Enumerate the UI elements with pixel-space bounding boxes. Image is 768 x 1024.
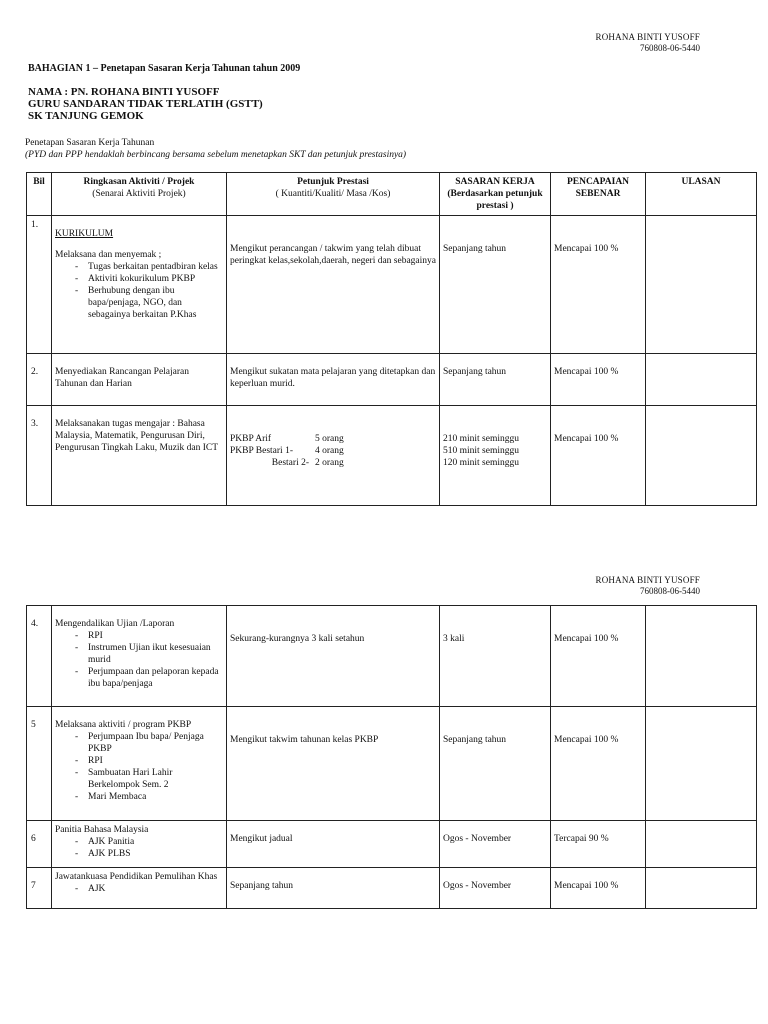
list-item: - AJK PLBS xyxy=(75,848,223,860)
row-petunjuk: Mengikut takwim tahunan kelas PKBP xyxy=(227,707,440,821)
petunjuk-line: Bestari 2- 2 orang xyxy=(271,458,344,468)
row-sasaran: Ogos - November xyxy=(440,821,551,868)
row-aktiviti: Mengendalikan Ujian /Laporan - RPI - Instrumen Ujian ikut kesesuaian murid - Perjumpaan dan pelaporan kepada ibu bapa/penjaga xyxy=(52,606,227,707)
row-petunjuk xyxy=(227,406,440,506)
row-ulasan xyxy=(646,354,757,406)
header-name: ROHANA BINTI YUSOFF xyxy=(595,575,700,585)
list-item: - RPI xyxy=(75,630,223,642)
petunjuk-line: PKBP Arif 5 orang xyxy=(230,434,344,444)
row-ulasan xyxy=(646,821,757,868)
row-bil: 3. xyxy=(27,406,52,506)
col-petunjuk-title: Petunjuk Prestasi xyxy=(297,177,369,187)
list-item: - RPI xyxy=(75,755,223,767)
section-title: BAHAGIAN 1 – Penetapan Sasaran Kerja Tahunan tahun 2009 xyxy=(28,63,301,74)
row-bil: 6 xyxy=(27,821,52,868)
row-item-list xyxy=(55,630,223,690)
row-pencapaian: Mencapai 100 % xyxy=(551,868,646,909)
person-block xyxy=(28,86,263,122)
skt-table-page1 xyxy=(26,172,757,506)
row-sasaran: Sepanjang tahun xyxy=(440,216,551,354)
row-petunjuk: Sepanjang tahun xyxy=(227,868,440,909)
row-aktiviti: Menyediakan Rancangan Pelajaran Tahunan dan Harian xyxy=(52,354,227,406)
table-row xyxy=(27,821,757,868)
list-item: - Instrumen Ujian ikut kesesuaian murid xyxy=(75,642,223,666)
list-item: - Tugas berkaitan pentadbiran kelas xyxy=(75,261,223,273)
row-heading: KURIKULUM xyxy=(55,229,114,239)
col-ringkasan xyxy=(52,173,227,216)
row-ulasan xyxy=(646,606,757,707)
col-ringkasan-title: Ringkasan Aktiviti / Projek xyxy=(83,177,195,187)
table-row xyxy=(27,606,757,707)
list-item: - AJK Panitia xyxy=(75,836,223,848)
page2-header-right xyxy=(596,575,700,597)
header-name: ROHANA BINTI YUSOFF xyxy=(595,32,700,42)
row-ulasan xyxy=(646,216,757,354)
row-sasaran: Sepanjang tahun xyxy=(440,707,551,821)
table-row xyxy=(27,354,757,406)
header-id: 760808-06-5440 xyxy=(640,586,700,596)
list-item: - Mari Membaca xyxy=(75,791,223,803)
list-item: - Perjumpaan dan pelaporan kepada ibu bapa/penjaga xyxy=(75,666,223,690)
row-item-list xyxy=(55,731,223,803)
person-nama: NAMA : PN. ROHANA BINTI YUSOFF xyxy=(28,86,220,98)
petunjuk-line: PKBP Bestari 1- 4 orang xyxy=(230,446,344,456)
col-petunjuk-sub: ( Kuantiti/Kualiti/ Masa /Kos) xyxy=(275,189,391,199)
row-item-list xyxy=(55,883,223,895)
table-row xyxy=(27,707,757,821)
table-row xyxy=(27,868,757,909)
table-row xyxy=(27,406,757,506)
row-sasaran xyxy=(440,406,551,506)
list-item: - Aktiviti kokurikulum PKBP xyxy=(75,273,223,285)
row-item-list xyxy=(55,836,223,860)
row-pencapaian: Tercapai 90 % xyxy=(551,821,646,868)
col-petunjuk xyxy=(227,173,440,216)
col-sasaran-title: SASARAN KERJA xyxy=(455,177,535,187)
row-aktiviti: Jawatankuasa Pendidikan Pemulihan Khas - AJK xyxy=(52,868,227,909)
row-pencapaian: Mencapai 100 % xyxy=(551,406,646,506)
row-intro: Melaksana dan menyemak ; xyxy=(55,250,162,260)
intro-note: (PYD dan PPP hendaklah berbincang bersama sebelum menetapkan SKT dan petunjuk prestasinya) xyxy=(25,150,407,160)
intro-line1: Penetapan Sasaran Kerja Tahunan xyxy=(25,138,155,148)
row-aktiviti xyxy=(52,216,227,354)
row-sasaran: Ogos - November xyxy=(440,868,551,909)
row-item-list xyxy=(55,261,223,321)
row-ulasan xyxy=(646,707,757,821)
skt-table-page2 xyxy=(26,605,757,909)
list-item: - Berhubung dengan ibu bapa/penjaga, NGO, dan sebagainya berkaitan P.Khas xyxy=(75,285,223,321)
row-pencapaian: Mencapai 100 % xyxy=(551,707,646,821)
row-pencapaian: Mencapai 100 % xyxy=(551,354,646,406)
row-bil: 7 xyxy=(27,868,52,909)
row-petunjuk: Mengikut sukatan mata pelajaran yang ditetapkan dan keperluan murid. xyxy=(227,354,440,406)
sasaran-line: 210 minit seminggu xyxy=(443,434,519,444)
col-pencapaian: PENCAPAIAN SEBENAR xyxy=(551,173,646,216)
col-ulasan: ULASAN xyxy=(646,173,757,216)
col-bil: Bil xyxy=(27,173,52,216)
row-bil: 1. xyxy=(27,216,52,354)
row-sasaran: Sepanjang tahun xyxy=(440,354,551,406)
header-id: 760808-06-5440 xyxy=(640,43,700,53)
list-item: - Perjumpaan Ibu bapa/ Penjaga PKBP xyxy=(75,731,223,755)
sasaran-line: 510 minit seminggu xyxy=(443,446,519,456)
row-bil: 4. xyxy=(27,606,52,707)
sasaran-line: 120 minit seminggu xyxy=(443,458,519,468)
row-bil: 5 xyxy=(27,707,52,821)
row-ulasan xyxy=(646,406,757,506)
row-aktiviti: Melaksanakan tugas mengajar : Bahasa Malaysia, Matematik, Pengurusan Diri, Pengurusan Tingkah Laku, Muzik dan ICT xyxy=(52,406,227,506)
row-sasaran: 3 kali xyxy=(440,606,551,707)
row-aktiviti: Panitia Bahasa Malaysia - AJK Panitia - AJK PLBS xyxy=(52,821,227,868)
row-pencapaian: Mencapai 100 % xyxy=(551,606,646,707)
row-bil: 2. xyxy=(27,354,52,406)
intro-text xyxy=(25,137,406,161)
list-item: - AJK xyxy=(75,883,223,895)
col-sasaran xyxy=(440,173,551,216)
table-header-row xyxy=(27,173,757,216)
row-petunjuk: Mengikut jadual xyxy=(227,821,440,868)
person-sekolah: SK TANJUNG GEMOK xyxy=(28,110,144,122)
page-header-right xyxy=(596,32,700,54)
table-row xyxy=(27,216,757,354)
person-jawatan: GURU SANDARAN TIDAK TERLATIH (GSTT) xyxy=(28,98,263,110)
col-ringkasan-sub: (Senarai Aktiviti Projek) xyxy=(92,189,186,199)
row-aktiviti: Melaksana aktiviti / program PKBP - Perjumpaan Ibu bapa/ Penjaga PKBP - RPI - Sambuatan Hari Lahir Berkelompok Sem. 2 - Mari Membaca xyxy=(52,707,227,821)
list-item: - Sambuatan Hari Lahir Berkelompok Sem. 2 xyxy=(75,767,223,791)
row-pencapaian: Mencapai 100 % xyxy=(551,216,646,354)
row-ulasan xyxy=(646,868,757,909)
row-petunjuk: Sekurang-kurangnya 3 kali setahun xyxy=(227,606,440,707)
col-sasaran-sub: (Berdasarkan petunjuk prestasi ) xyxy=(447,189,543,211)
row-petunjuk: Mengikut perancangan / takwim yang telah dibuat peringkat kelas,sekolah,daerah, negeri dan sebagainya xyxy=(227,216,440,354)
